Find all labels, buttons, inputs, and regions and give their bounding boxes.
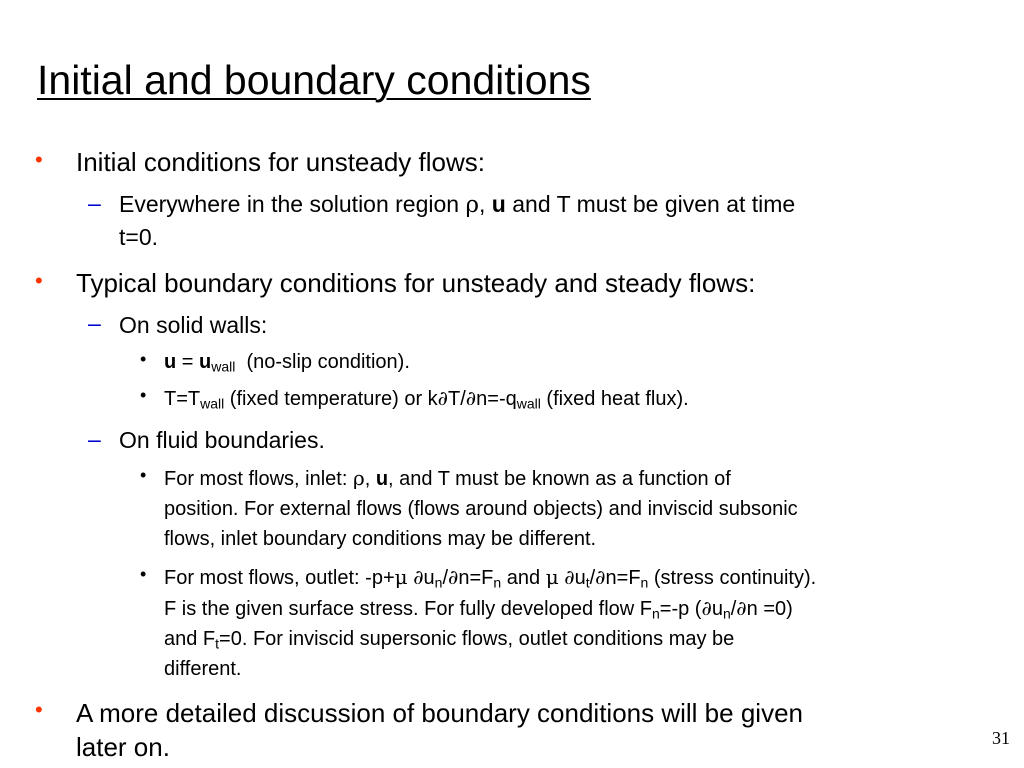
fixed-temperature-condition: $T=T_{wall}$ (fixed temperature) or $k\partial T/\partial n=-q_{wall}$ (fixed heat flux). [164, 386, 689, 412]
small-bullet-marker: • [140, 385, 147, 405]
small-bullet-marker: • [140, 465, 147, 485]
bullet-typical-boundary-conditions: Typical boundary conditions for unsteady and steady flows: [76, 268, 756, 298]
bullet-marker: • [35, 697, 43, 722]
sub-bullet-fluid-boundaries: On fluid boundaries. [119, 427, 325, 453]
dash-marker: – [88, 310, 101, 336]
bullet-initial-conditions: Initial conditions for unsteady flows: [76, 147, 485, 177]
slide-title: Initial and boundary conditions [37, 57, 591, 103]
bullet-marker: • [35, 268, 43, 293]
bullet-detailed-discussion: A more detailed discussion of boundary conditions will be given later on. [76, 698, 803, 762]
bullet-marker: • [35, 147, 43, 172]
outlet-condition: For most flows, outlet: -p+μ $\partial u_n/\partial n=F_n$ and μ $\partial u_t/\partial n=F_n$ (stress continuity). F is the given surface stress. For fully developed flow $F_n=-p$ $(\partial u_n/\partial n =0)$ and $F_t=0$. For inviscid supersonic flows, outlet conditions may be different. [164, 565, 817, 680]
sub-bullet-solid-walls: On solid walls: [119, 312, 268, 338]
small-bullet-marker: • [140, 349, 147, 369]
small-bullet-marker: • [140, 564, 147, 584]
page-number: 31 [992, 728, 1010, 748]
dash-marker: – [88, 190, 101, 216]
dash-marker: – [88, 426, 101, 452]
inlet-condition: For most flows, inlet: ρ, u, and T must be known as a function of position. For external flows (flows around objects) and inviscid subsonic flows, inlet boundary conditions may be different. [164, 466, 798, 550]
sub-bullet-everywhere: Everywhere in the solution region ρ, u and T must be given at time t=0. [119, 191, 796, 250]
no-slip-condition: $u = u_{wall}$ (no-slip condition). [164, 351, 410, 375]
